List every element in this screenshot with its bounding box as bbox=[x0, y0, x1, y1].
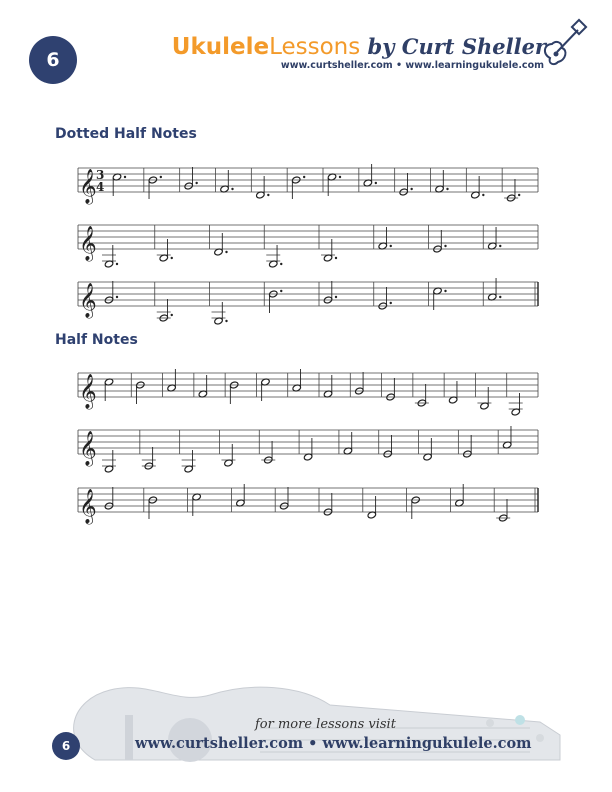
note bbox=[355, 372, 364, 395]
footer-visit-text: for more lessons visit bbox=[255, 717, 396, 732]
note bbox=[343, 432, 352, 455]
note bbox=[221, 444, 235, 467]
note bbox=[415, 384, 429, 407]
section-title-dotted-half: Dotted Half Notes bbox=[55, 126, 197, 142]
note bbox=[502, 426, 511, 449]
note bbox=[157, 239, 173, 262]
note bbox=[104, 378, 113, 401]
treble-clef-icon: 𝄞 bbox=[79, 283, 97, 318]
time-signature-top: 3 bbox=[96, 168, 105, 182]
header-urls: www.curtsheller.com • www.learningukulele.com bbox=[280, 60, 544, 71]
note bbox=[220, 170, 234, 193]
note bbox=[411, 496, 420, 519]
staff-system bbox=[78, 426, 538, 473]
note bbox=[448, 381, 457, 404]
note bbox=[256, 176, 270, 199]
note bbox=[261, 441, 275, 464]
note bbox=[423, 438, 432, 461]
staff-system bbox=[78, 225, 538, 268]
note bbox=[214, 233, 228, 256]
treble-clef-icon: 𝄞 bbox=[79, 226, 97, 261]
note bbox=[142, 447, 156, 470]
note bbox=[266, 245, 282, 268]
note bbox=[378, 227, 392, 250]
note bbox=[463, 435, 472, 458]
note bbox=[261, 378, 270, 401]
note bbox=[323, 493, 332, 516]
note bbox=[433, 230, 447, 253]
note bbox=[435, 170, 449, 193]
treble-clef-icon: 𝄞 bbox=[79, 169, 97, 204]
note bbox=[292, 369, 301, 392]
note bbox=[148, 176, 162, 199]
treble-clef-icon: 𝄞 bbox=[79, 374, 97, 409]
note bbox=[488, 278, 502, 301]
note bbox=[323, 281, 337, 304]
note bbox=[104, 487, 113, 510]
note bbox=[471, 176, 485, 199]
staff-system bbox=[78, 164, 538, 205]
time-signature-bottom: 4 bbox=[96, 180, 105, 194]
note bbox=[269, 290, 283, 313]
note bbox=[386, 378, 395, 401]
note bbox=[148, 496, 157, 519]
note bbox=[291, 176, 305, 199]
note bbox=[455, 484, 464, 507]
note bbox=[192, 493, 201, 516]
brand-lessons: Lessons bbox=[269, 34, 361, 60]
staff-system bbox=[78, 369, 538, 416]
note bbox=[321, 239, 337, 262]
note bbox=[477, 387, 491, 410]
staff-system bbox=[78, 278, 538, 325]
note bbox=[363, 164, 377, 187]
footer-page-badge: 6 bbox=[52, 732, 80, 760]
note bbox=[323, 375, 332, 398]
note bbox=[367, 496, 376, 519]
note bbox=[488, 227, 502, 250]
note bbox=[303, 438, 312, 461]
section-title-half: Half Notes bbox=[55, 332, 138, 348]
note bbox=[167, 369, 176, 392]
footer-urls: www.curtsheller.com • www.learningukulele.com bbox=[135, 735, 532, 752]
page-number-badge: 6 bbox=[29, 36, 77, 84]
note bbox=[102, 450, 116, 473]
staff-system bbox=[78, 484, 538, 525]
note bbox=[236, 484, 245, 507]
note bbox=[504, 179, 520, 202]
note bbox=[102, 245, 118, 268]
treble-clef-icon: 𝄞 bbox=[79, 431, 97, 466]
brand-ukulele: Ukulele bbox=[171, 34, 270, 60]
note bbox=[378, 287, 392, 310]
note bbox=[184, 167, 198, 190]
note bbox=[433, 287, 447, 310]
note bbox=[198, 375, 207, 398]
note bbox=[383, 435, 392, 458]
note bbox=[327, 173, 341, 196]
note bbox=[279, 487, 288, 510]
note bbox=[104, 281, 118, 304]
note bbox=[157, 299, 173, 322]
note bbox=[182, 450, 196, 473]
note bbox=[112, 173, 126, 196]
note bbox=[229, 381, 238, 404]
treble-clef-icon: 𝄞 bbox=[79, 489, 97, 524]
brand-author: by Curt Sheller bbox=[360, 34, 546, 59]
note bbox=[399, 173, 413, 196]
note bbox=[212, 302, 228, 325]
note bbox=[496, 499, 510, 522]
note bbox=[136, 381, 145, 404]
note bbox=[509, 393, 523, 416]
